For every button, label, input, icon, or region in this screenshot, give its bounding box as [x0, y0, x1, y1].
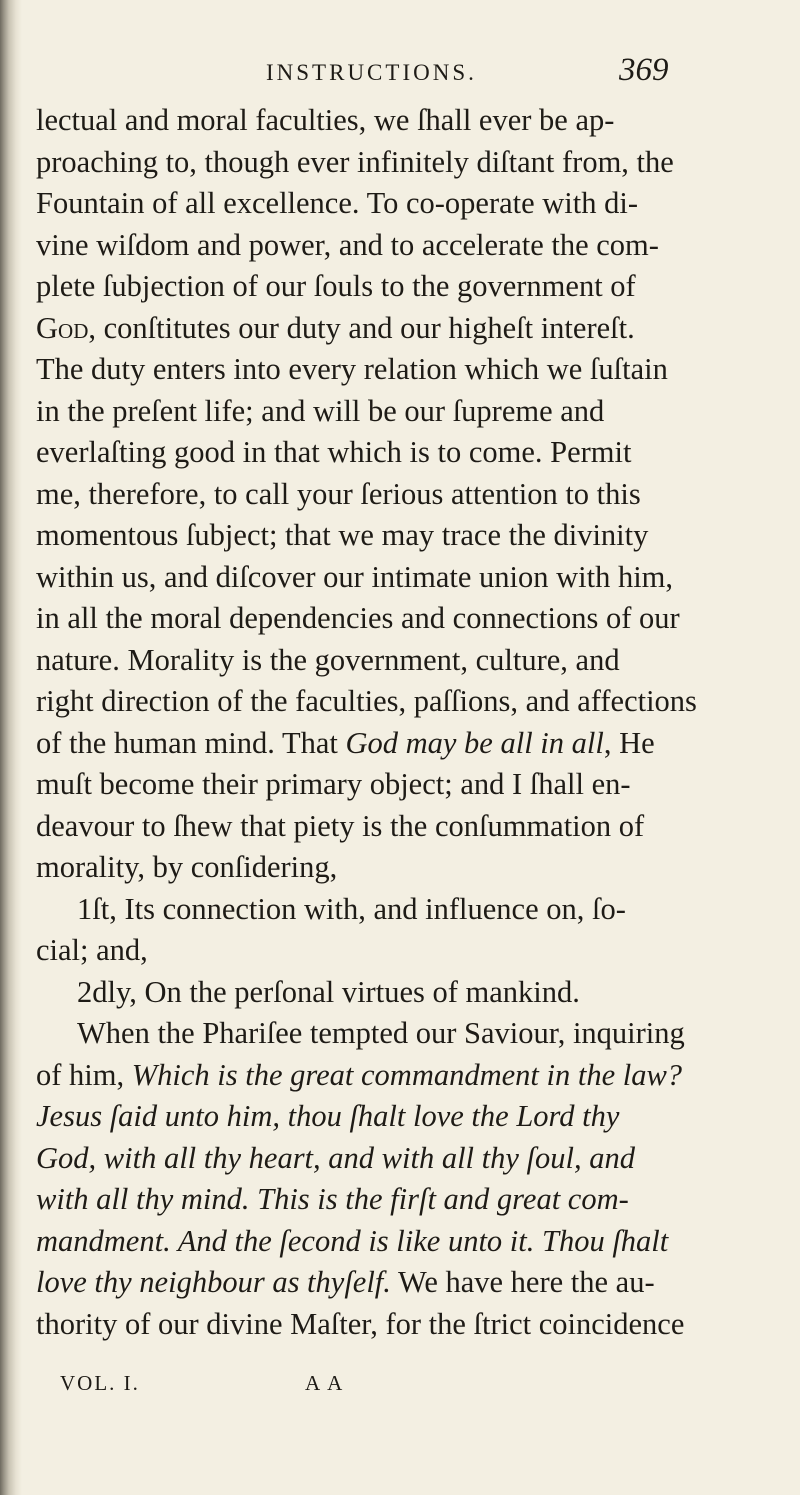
- text-line: [36, 889, 736, 931]
- text-line: [36, 266, 736, 308]
- text-line: [36, 225, 736, 267]
- text-line-text: muſt become their primary object; and I ſhall en-: [36, 767, 631, 801]
- text-line: [36, 806, 736, 848]
- text-line-text: lectual and moral faculties, we ſhall ever be ap-: [36, 103, 615, 137]
- text-line-text: 2dly, On the perſonal virtues of mankind.: [77, 974, 580, 1009]
- book-page: [30, 0, 770, 1495]
- text-line-italic: Jesus ſaid unto him, thou ſhalt love the Lord thy: [36, 1099, 620, 1133]
- text-line-post: We have here the au-: [390, 1265, 655, 1299]
- text-line-post: , He: [603, 725, 655, 760]
- text-line-italic: with all thy mind. This is the firſt and great com-: [36, 1182, 629, 1216]
- text-line: [36, 1138, 736, 1180]
- text-line-text: me, therefore, to call your ſerious attention to this: [36, 476, 641, 511]
- text-line-text: morality, by conſidering,: [36, 850, 338, 884]
- text-line-text: momentous ſubject; that we may trace the divinity: [36, 518, 649, 552]
- text-line-text: right direction of the faculties, paſſions, and affections: [36, 684, 697, 718]
- text-line-sc: God: [36, 310, 89, 345]
- page-number: 369: [619, 52, 669, 88]
- text-line-text: The duty enters into every relation which we ſuſtain: [36, 352, 668, 386]
- text-line-text: vine wiſdom and power, and to accelerate the com-: [36, 227, 659, 262]
- text-line-italic: love thy neighbour as thyſelf.: [36, 1265, 391, 1299]
- signature-mark: A A: [305, 1371, 345, 1395]
- text-line: [36, 1055, 736, 1097]
- text-line-text: plete ſubjection of our ſouls to the government of: [36, 269, 636, 303]
- text-line: [36, 930, 736, 972]
- text-line: [36, 847, 736, 889]
- running-head: INSTRUCTIONS.: [266, 60, 477, 85]
- book-spine-shadow: [0, 0, 22, 1495]
- text-line-italic: God may be all in all: [345, 725, 604, 760]
- text-line-text: deavour to ſhew that piety is the conſummation of: [36, 808, 645, 843]
- text-line-text: in the preſent life; and will be our ſupreme and: [36, 393, 605, 428]
- text-line-text: nature. Morality is the government, culture, and: [36, 642, 620, 677]
- text-line-italic: mandment. And the ſecond is like unto it. Thou ſhalt: [36, 1223, 669, 1258]
- text-line: [36, 1304, 736, 1346]
- text-line: [36, 1221, 736, 1263]
- text-line-text: everlaſting good in that which is to come. Permit: [36, 435, 632, 469]
- text-line: [36, 640, 736, 682]
- text-line: [36, 972, 736, 1014]
- text-line: [36, 1179, 736, 1221]
- text-line: [36, 764, 736, 806]
- page-footer: [60, 1371, 560, 1407]
- text-line: [36, 100, 736, 142]
- text-line-text: cial; and,: [36, 933, 148, 967]
- page-header: [30, 52, 720, 92]
- text-line: [36, 142, 736, 184]
- volume-mark: VOL. I.: [60, 1371, 140, 1395]
- text-line-text: within us, and diſcover our intimate union with him,: [36, 559, 674, 594]
- text-line-pre: of him,: [36, 1057, 132, 1092]
- text-line: [36, 349, 736, 391]
- text-line-pre: When the Phariſee tempted our Saviour, inquiring: [77, 1016, 685, 1050]
- text-line: [36, 474, 736, 516]
- text-line-italic: God, with all thy heart, and with all thy ſoul, and: [36, 1140, 635, 1175]
- text-line: [36, 598, 736, 640]
- text-line-post: , conſtitutes our duty and our higheſt intereſt.: [88, 310, 635, 345]
- text-line-text: in all the moral dependencies and connections of our: [36, 601, 680, 635]
- text-line: [36, 391, 736, 433]
- text-line: [36, 183, 736, 225]
- text-line: [36, 723, 736, 765]
- text-line-italic: Which is the great commandment in the law?: [131, 1057, 683, 1092]
- text-line: [36, 432, 736, 474]
- text-line: [36, 1262, 736, 1304]
- text-line-pre: of the human mind. That: [36, 725, 346, 760]
- text-line: [36, 681, 736, 723]
- text-line-text: 1ſt, Its connection with, and influence on, ſo-: [77, 891, 626, 926]
- text-line-text: proaching to, though ever infinitely diſtant from, the: [36, 144, 674, 179]
- text-line: [36, 515, 736, 557]
- text-line-text: Fountain of all excellence. To co-operate with di-: [36, 186, 639, 220]
- text-line: [36, 308, 736, 350]
- body-text: [36, 100, 736, 1345]
- text-line: [36, 557, 736, 599]
- text-line: [36, 1096, 736, 1138]
- text-line: [36, 1013, 736, 1055]
- text-line-text: thority of our divine Maſter, for the ſtrict coincidence: [36, 1306, 685, 1341]
